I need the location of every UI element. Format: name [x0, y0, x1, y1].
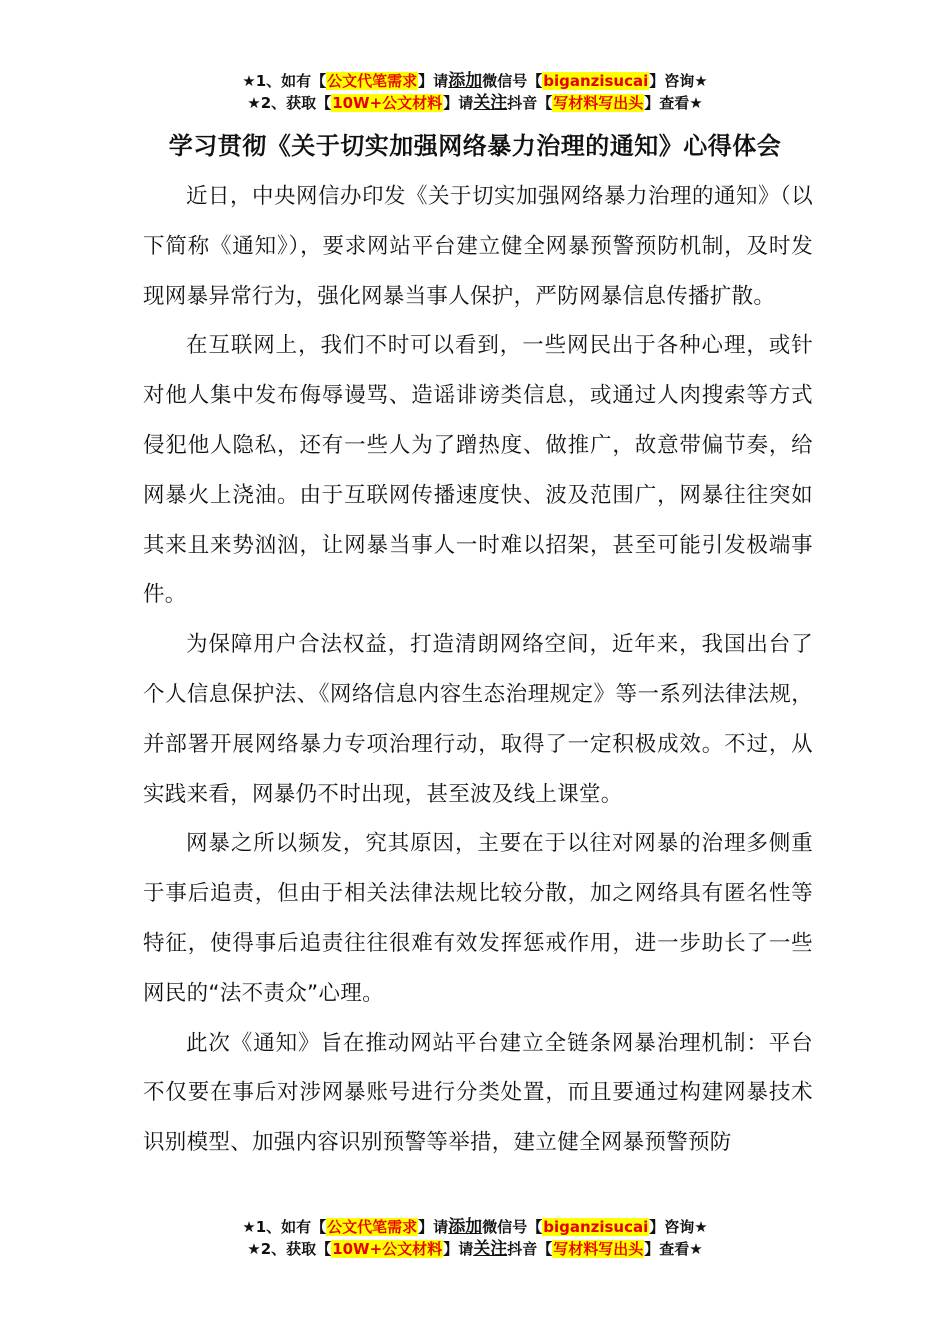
promo-underlined: 关注 — [473, 1239, 508, 1259]
promo-text: ★2、获取【 — [247, 1240, 332, 1258]
promo-line-2 — [0, 1238, 950, 1260]
promo-text: 微信号【 — [482, 1218, 543, 1236]
wechat-id-highlight: biganzisucai — [543, 1218, 649, 1236]
promo-text: 】请 — [443, 1240, 474, 1258]
promo-text: 】咨询★ — [649, 1218, 708, 1236]
douyin-id-highlight: 写材料写出头 — [553, 1240, 644, 1258]
document-body — [143, 172, 813, 1168]
promo-text: 】请 — [418, 1218, 449, 1236]
promo-line-1 — [0, 70, 950, 92]
promo-text: ★1、如有【 — [242, 1218, 327, 1236]
promo-underlined: 添加 — [448, 71, 483, 91]
promo-banner-top — [0, 70, 950, 114]
promo-underlined: 添加 — [448, 1217, 483, 1237]
promo-text: 】请 — [418, 72, 449, 90]
promo-text: ★2、获取【 — [247, 94, 332, 112]
promo-highlight: 10W+公文材料 — [332, 1240, 443, 1258]
promo-text: 】请 — [443, 94, 474, 112]
promo-underlined: 关注 — [473, 93, 508, 113]
promo-line-1 — [0, 1216, 950, 1238]
promo-text: 微信号【 — [482, 72, 543, 90]
promo-banner-bottom — [0, 1216, 950, 1260]
promo-text: 】查看★ — [644, 1240, 703, 1258]
douyin-id-highlight: 写材料写出头 — [553, 94, 644, 112]
promo-line-2 — [0, 92, 950, 114]
promo-text: 】查看★ — [644, 94, 703, 112]
paragraph-4: 网暴之所以频发，究其原因，主要在于以往对网暴的治理多侧重于事后追责，但由于相关法律法规比较分散，加之网络具有匿名性等特征，使得事后追责往往很难有效发挥惩戒作用，进一步助长了一些网民的“法不责众”心理。 — [143, 831, 813, 1006]
paragraph-2: 在互联网上，我们不时可以看到，一些网民出于各种心理，或针对他人集中发布侮辱谩骂、造谣诽谤类信息，或通过人肉搜索等方式侵犯他人隐私，还有一些人为了蹭热度、做推广，故意带偏节奏，给网暴火上浇油。由于互联网传播速度快、波及范围广，网暴往往突如其来且来势汹汹，让网暴当事人一时难以招架，甚至可能引发极端事件。 — [143, 333, 813, 608]
paragraph-1: 近日，中央网信办印发《关于切实加强网络暴力治理的通知》（以下简称《通知》），要求网站平台建立健全网暴预警预防机制，及时发现网暴异常行为，强化网暴当事人保护，严防网暴信息传播扩散。 — [143, 184, 813, 309]
promo-highlight: 公文代笔需求 — [327, 1218, 418, 1236]
promo-highlight: 公文代笔需求 — [327, 72, 418, 90]
document-title: 学习贯彻《关于切实加强网络暴力治理的通知》心得体会 — [168, 132, 782, 160]
promo-text: 抖音【 — [507, 1240, 553, 1258]
promo-text: 抖音【 — [507, 94, 553, 112]
wechat-id-highlight: biganzisucai — [543, 72, 649, 90]
promo-highlight: 10W+公文材料 — [332, 94, 443, 112]
paragraph-3: 为保障用户合法权益，打造清朗网络空间，近年来，我国出台了个人信息保护法、《网络信息内容生态治理规定》等一系列法律法规，并部署开展网络暴力专项治理行动，取得了一定积极成效。不过，从实践来看，网暴仍不时出现，甚至波及线上课堂。 — [143, 632, 813, 807]
paragraph-5: 此次《通知》旨在推动网站平台建立全链条网暴治理机制：平台不仅要在事后对涉网暴账号进行分类处置，而且要通过构建网暴技术识别模型、加强内容识别预警等举措，建立健全网暴预警预防 — [143, 1030, 813, 1156]
promo-text: 】咨询★ — [649, 72, 708, 90]
promo-text: ★1、如有【 — [242, 72, 327, 90]
